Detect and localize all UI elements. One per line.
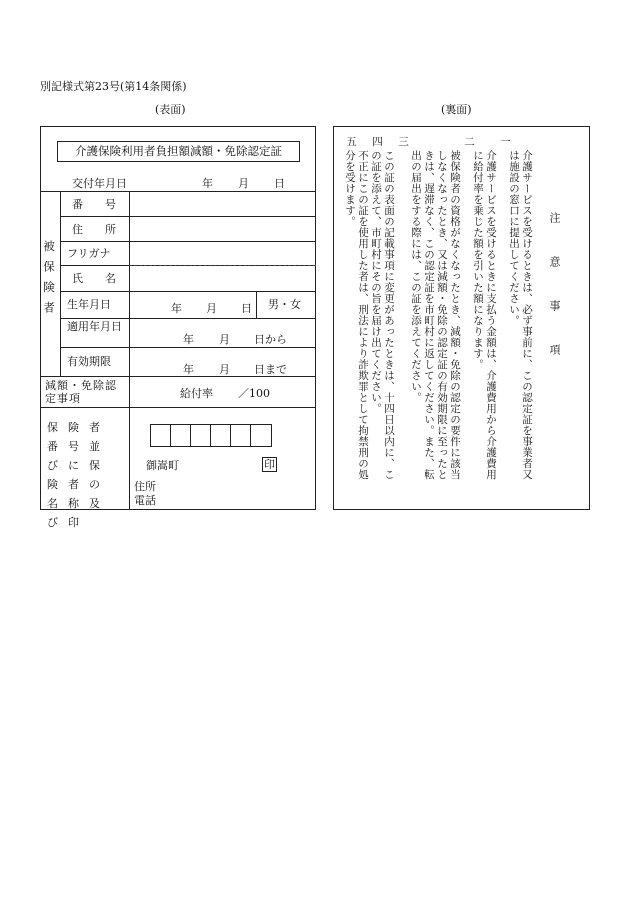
- insurer-number-digit: [150, 424, 171, 447]
- insurer-number-digit: [190, 424, 211, 447]
- name-label: 氏 名: [72, 272, 116, 285]
- notes-list: [343, 136, 533, 486]
- address-label: 住 所: [72, 223, 116, 236]
- notes-title: 注 意 事 項: [548, 212, 561, 366]
- birth-day-label: 日: [241, 302, 252, 315]
- note-item-2: 二 介護サービスを受けるときに支払う金額は、介護費用から介護費用に給付率を乗じた額を引いた額になります。: [463, 136, 497, 480]
- insurer-address-label: 住所: [134, 480, 156, 493]
- note-item-1: 一 介護サービスを受けるときは、必ず事前に、この認定証を事業者又は施設の窓口に提出してください。: [499, 136, 533, 480]
- apply-month-label: 月: [219, 333, 230, 346]
- number-label: 番 号: [72, 198, 116, 211]
- note-item-4: 四 この証の表面の記載事項に変更があったときは、十四日以内に、この証を添えて、市町村にその旨を届け出てください。: [370, 136, 395, 480]
- certificate-title: 介護保険利用者負担額減額・免除認定証: [75, 144, 282, 158]
- note-item-5: 五 不正にこの証を使用した者は、刑法により詐欺罪として拘禁刑の処分を受けます。: [344, 136, 369, 480]
- issue-date-label: 交付年月日: [72, 177, 127, 190]
- apply-from-suffix: 日から: [254, 333, 287, 346]
- sex-option: 男・女: [268, 298, 301, 311]
- form-number-label: 別記様式第23号(第14条関係): [40, 80, 187, 93]
- insurer-number-digit: [230, 424, 251, 447]
- valid-until-suffix: 日まで: [254, 363, 287, 376]
- furigana-label: フリガナ: [67, 247, 111, 260]
- valid-period-label: 有効期限: [67, 355, 111, 368]
- birth-year-label: 年: [171, 302, 182, 315]
- insurer-number-digit: [210, 424, 231, 447]
- insurer-number-digit: [170, 424, 191, 447]
- issue-year-label: 年: [202, 177, 213, 190]
- back-side-label: (裏面): [441, 103, 472, 116]
- insurer-number-digit: [250, 424, 272, 447]
- benefit-rate-label: 給付率: [180, 387, 213, 400]
- apply-date-label: 適用年月日: [67, 320, 122, 333]
- issue-day-label: 日: [274, 177, 285, 190]
- issue-month-label: 月: [238, 177, 249, 190]
- reduction-exemption-label: 減額・免除認定事項: [45, 379, 117, 405]
- birthdate-label: 生年月日: [67, 298, 111, 311]
- benefit-rate-value: ／100: [238, 387, 270, 400]
- insurer-label: 保険者番号並びに保険者の名称及び印: [47, 421, 110, 529]
- insured-person-label: 被保険者: [42, 240, 56, 322]
- insurer-name: 御嵩町: [146, 459, 179, 472]
- valid-year-label: 年: [183, 363, 194, 376]
- apply-year-label: 年: [183, 333, 194, 346]
- seal-mark: 印: [264, 458, 275, 471]
- insurer-phone-label: 電話: [134, 494, 156, 507]
- note-item-3: 三 被保険者の資格がなくなったとき、減額・免除の認定の要件に該当しなくなったとき、又は減額・免除の認定証の有効期限に至ったときは、遅滞なく、この認定証を市町村に返してください。また、転出の届出をする際には、この証を添えてください。: [397, 136, 461, 480]
- valid-month-label: 月: [219, 363, 230, 376]
- birth-month-label: 月: [206, 302, 217, 315]
- front-side-label: (表面): [155, 103, 186, 116]
